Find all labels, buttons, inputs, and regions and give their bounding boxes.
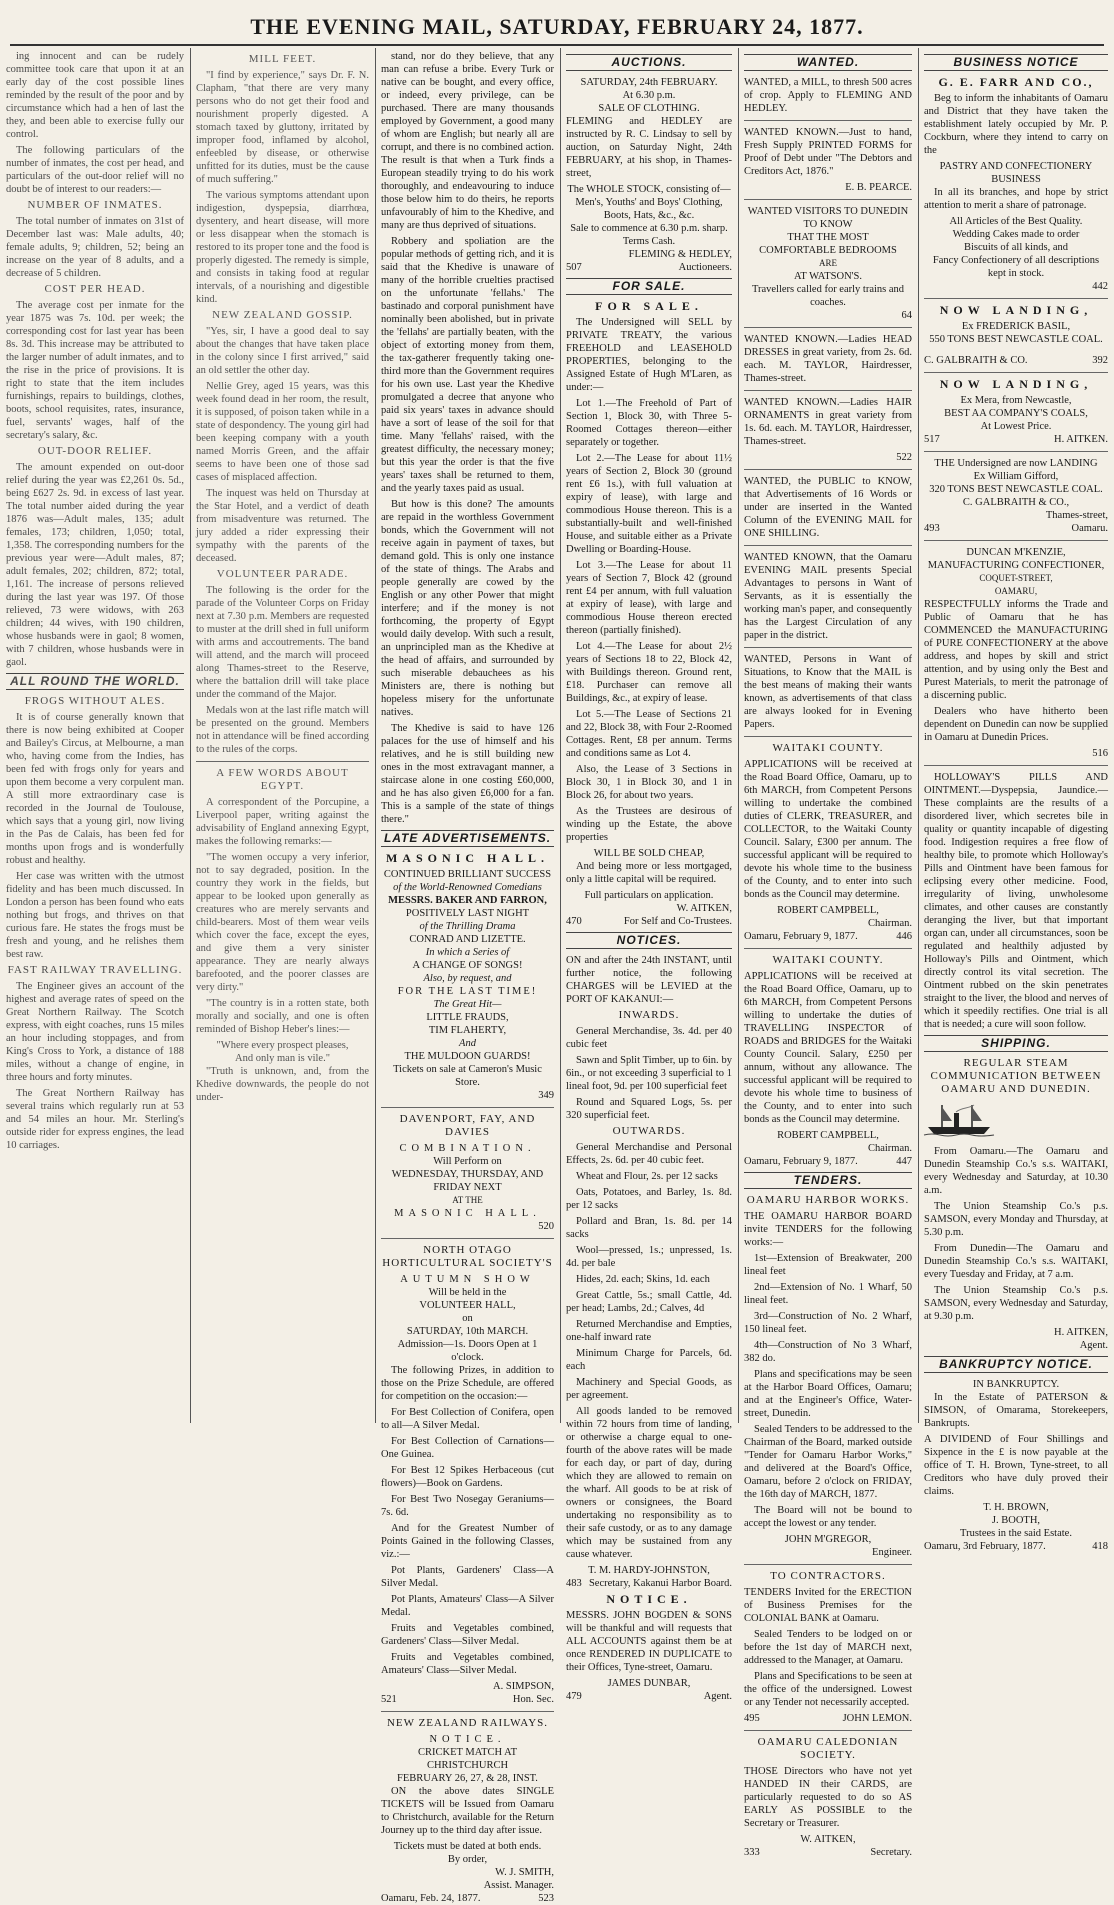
advert-line: OAMARU, <box>994 586 1038 596</box>
section-heading: FOR SALE. <box>566 278 732 295</box>
divider <box>744 647 912 648</box>
advert-line: Ex Mera, from Newcastle, <box>960 395 1072 406</box>
advert-line: AUTUMN SHOW <box>400 1274 535 1285</box>
article-text: It is of course generally known that there is now being exhibited at Cooper and Bailey's Circus, at Melbourne, a man who, having come from the Indies, has been fed with frogs only for years and upon them become a very corpulent man. A still more extraordinary case is recorded in the Journal de Toulouse, which says that a young girl, now living in the Pas de Calais, has been fed for months upon frogs and is wonderfully robust and healthy. <box>6 712 184 866</box>
article-text: ing innocent and can be rudely committee took care that upon it at an early day of the cost possible lines reminded by the result of the poor and by circumstance which had a hen of last the they, and been able to exercise fully our control. <box>6 51 184 140</box>
advert-number: 521 <box>381 1694 397 1705</box>
divider <box>924 451 1108 452</box>
advert-line: Sale to commence at 6.30 p.m. sharp. <box>570 223 728 234</box>
advert-line: Tickets on sale at Cameron's Music Store. <box>393 1064 542 1088</box>
advert-line: PASTRY AND CONFECTIONERY BUSINESS <box>939 161 1093 185</box>
advert-line: SALE OF CLOTHING. <box>598 103 700 114</box>
advert-line: Also, by request, and <box>423 973 512 984</box>
advert-line: A CHANGE OF SONGS! <box>412 960 523 971</box>
advert-line: TIM FLAHERTY, <box>428 1025 507 1036</box>
advert-line: VOLUNTEER HALL, <box>419 1300 516 1311</box>
advert-line: At 6.30 p.m. <box>622 90 676 101</box>
advert-number: 64 <box>901 310 912 321</box>
advert-line: Terms Cash. <box>622 236 676 247</box>
divider <box>924 540 1108 541</box>
subheading: INWARDS. <box>618 1009 680 1021</box>
advert-text: APPLICATIONS will be received at the Road Board Office, Oamaru, up to 6th MARCH, from Competent Persons willing to undertake the duties of TRAVELLING INSPECTOR of ROADS and BRIDGES for the Waitaki County Council. Salary, £250 per annum, without any allowance. The successful applicant will be required to devote his whole time to business of the County, and to enter into such bonds as the Council may determine. <box>744 971 912 1125</box>
article-text: The amount expended on out-door relief during the year was £2,261 0s. 5d., being £627 2s. 9d. in excess of last year. The total number aided during the year 1876 was—Adult males, 135; adult females, 173; children, 1,050; total, 1,358. The corresponding numbers for the previous year were—Adult males, 87; adult females, 202; children, 872; total, 1,161. The increase of persons relieved during the last year was 197. Of those relieved, 73 were widows, with 263 children; 44 wives, with 190 children, whose husbands were in gaol; 8 women, with 7 children, whose husbands were in gaol. <box>6 462 184 668</box>
advert-signature: J. BOOTH, <box>991 1515 1041 1526</box>
advert-line: The WHOLE STOCK, consisting of— <box>567 184 731 195</box>
advert-signature: C. GALBRAITH & CO. <box>924 355 1028 366</box>
advert-line: THE MULDOON GUARDS! <box>404 1051 531 1062</box>
subheading: A FEW WORDS ABOUT EGYPT. <box>216 767 349 792</box>
divider <box>924 372 1108 373</box>
advert-line: The Great Hit— <box>433 999 502 1010</box>
article-text: The various symptoms attendant upon indigestion, dyspepsia, diarrhœa, dysentery, and heart disease, will more or less disappear when the stomach is restored to its proper tone and the food is properly digested. The remedy is simple, and consists in taking food at regular intervals, of a nourishing and digestible kind. <box>196 190 369 305</box>
wanted-ad: WANTED, Persons in Want of Situations, to Know that the MAIL is the best means of making their wants known, as advertisements of that class are always looked for in Evening Papers. <box>744 654 912 730</box>
masthead-title: THE EVENING MAIL, SATURDAY, FEBRUARY 24, 1877. <box>250 14 864 39</box>
advert-line: Admission—1s. Doors Open at 1 o'clock. <box>397 1339 538 1363</box>
article-text: But how is this done? The amounts are repaid in the worthless Government bonds, which the Government will not receive again in payment of taxes, but demand gold. This is only one instance of the state of things. The Arabs and people generally are cowed by the English or any other Power that might interfere; and if the money is not forthcoming, the property of Egypt would daily develop. With such a result, an unprincipled man as the Khedive at the head of affairs, and surrounded by such miserable debauchees as his Ministers are, there is nothing but hopeless misery for the unfortunate natives. <box>381 499 554 718</box>
divider <box>924 765 1108 766</box>
advert-signature: JOHN LEMON. <box>842 1713 912 1724</box>
divider <box>744 120 912 121</box>
advert-line: All Articles of the Best Quality. <box>949 216 1083 227</box>
article-text: Her case was written with the utmost fidelity and has been much discussed. In London a person has been found who eats nothing but frogs, and thrives on that curious fare. He states the frogs must be fresh and young, and he relishes them best raw. <box>6 871 184 960</box>
advert-text: In all its branches, and hope by strict attention to merit a share of patronage. <box>924 187 1108 211</box>
advert-title: MASONIC HALL. <box>385 851 549 865</box>
article-text: "Truth is unknown, and, from the Khedive downwards, the people do not under- <box>196 1066 369 1103</box>
advert-signature: T. M. HARDY-JOHNSTON, <box>588 1565 710 1576</box>
advert-number: 516 <box>1092 748 1108 759</box>
advert-text: MESSRS. JOHN BOGDEN & SONS will be thankful and will requests that ALL ACCOUNTS against them be at once RENDERED IN DUPLICATE to their Offices, Tyne-street, Oamaru. <box>566 1610 732 1673</box>
advert-number: 349 <box>538 1090 554 1101</box>
advert-line: Fancy Confectionery of all descriptions kept in stock. <box>932 255 1100 279</box>
advert-line: WANTED VISITORS TO DUNEDIN TO KNOW <box>747 206 909 230</box>
advert-number: 392 <box>1092 355 1108 366</box>
advert-number: 507 <box>566 262 582 273</box>
advert-text: TENDERS Invited for the ERECTION of Business Premises for the COLONIAL BANK at Oamaru. <box>744 1587 912 1624</box>
advert-number: 479 <box>566 1691 582 1702</box>
advert-signature: JOHN M'GREGOR, <box>784 1534 872 1545</box>
subheading: NEW ZEALAND GOSSIP. <box>212 309 353 321</box>
advert-signature: For Self and Co-Trustees. <box>623 916 732 927</box>
advert-number: 517 <box>924 434 940 445</box>
subheading: TO CONTRACTORS. <box>770 1570 886 1582</box>
section-heading: WANTED. <box>744 54 912 71</box>
advert-text: Plans and specifications may be seen at the Harbor Board Offices, Oamaru; and at the Engineer's Office, Water-street, Dunedin. <box>744 1369 912 1419</box>
advert-signature: T. H. BROWN, <box>983 1502 1049 1513</box>
advert-signature: Trustees in the said Estate. <box>960 1528 1072 1539</box>
wanted-ad: WANTED KNOWN.—Ladies HEAD DRESSES in great variety, from 2s. 6d. each. M. TAYLOR, Hairdresser, Thames-street. <box>744 334 912 384</box>
advert-line: Tickets must be dated at both ends. <box>393 1841 542 1852</box>
advert-text: General Merchandise and Personal Effects, 2s. 6d. per 40 cubic feet. <box>566 1142 732 1166</box>
article-text: The inquest was held on Thursday at the Star Hotel, and a verdict of death from misadventure was returned. The jury added a rider expressing their sympathy with the parents of the deceased. <box>196 488 369 564</box>
advert-line: MASONIC HALL. <box>394 1208 541 1219</box>
advert-line: CRICKET MATCH AT CHRISTCHURCH <box>418 1747 517 1771</box>
advert-text: For Best Collection of Carnations—One Guinea. <box>381 1436 554 1460</box>
advert-number: 470 <box>566 916 582 927</box>
advert-number: 523 <box>538 1893 554 1904</box>
advert-text: RESPECTFULLY informs the Trade and Public of Oamaru that he has COMMENCED the MANUFACTURING of PURE CONFECTIONERY at the above address, and hopes by skill and strict attention, and by using only the Best and Purest Materials, to merit the patronage of a discerning public. <box>924 599 1108 701</box>
advert-text: The following Prizes, in addition to those on the Prize Schedule, are offered for competition on the occasion:— <box>381 1365 554 1402</box>
advert-signature: W. AITKEN, <box>676 903 732 914</box>
article-text: The Engineer gives an account of the highest and average rates of speed on the Great Northern Railway. The Scotch express, with eight coaches, runs 15 miles an hour including stoppages, and from King's Cross to York, a distance of 188 miles, without a change of engine, in three hours and forty minutes. <box>6 981 184 1083</box>
advert-text: FLEMING and HEDLEY are instructed by R. C. Lindsay to sell by auction, on Saturday Night, 24th FEBRUARY, at his shop, in Thames-street, <box>566 116 732 179</box>
advert-signature: H. AITKEN. <box>1054 434 1108 445</box>
advert-text: Lot 4.—The Lease for about 2½ years of Sections 18 to 22, Block 42, with Buildings thereon. Ground rent, £18. Purchaser can remove all Buildings, &c., at expiry of lease. <box>566 641 732 704</box>
advert-line: 550 TONS BEST NEWCASTLE COAL. <box>929 334 1103 345</box>
advert-text: And being more or less mortgaged, only a little capital will be required. <box>566 861 732 885</box>
advert-line: FRIDAY NEXT <box>433 1182 502 1193</box>
article-text: The Khedive is said to have 126 palaces for the use of himself and his relatives, and he is still building new ones in the most extravagant manner, a staircase alone in one costing £60,000, and he has also given £6,000 for a fan. This is a sample of the state of things there." <box>381 723 554 825</box>
advert-text: 3rd—Construction of No. 2 Wharf, 150 lineal feet. <box>744 1311 912 1335</box>
advert-date: Oamaru, February 9, 1877. <box>744 931 858 942</box>
advert-date: Oamaru, 3rd February, 1877. <box>924 1541 1046 1552</box>
wanted-ad: WANTED, a MILL, to thresh 500 acres of crop. Apply to FLEMING AND HEDLEY. <box>744 77 912 114</box>
divider <box>744 1730 912 1731</box>
advert-signature: E. B. PEARCE. <box>845 182 912 193</box>
subheading: NUMBER OF INMATES. <box>27 199 163 211</box>
advert-text: The Board will not be bound to accept the lowest or any tender. <box>744 1505 912 1529</box>
subheading: OUT-DOOR RELIEF. <box>37 445 153 457</box>
advert-line: WEDNESDAY, THURSDAY, AND <box>391 1169 544 1180</box>
advert-text: Dealers who have hitherto been dependent on Dunedin can now be supplied in Oamaru at Dunedin Prices. <box>924 706 1108 743</box>
advert-line: C. GALBRAITH & CO., <box>962 497 1070 508</box>
article-text: "The women occupy a very inferior, not to say degraded, position. In the country they work in the fields, but appear to be looked upon generally as creatures who are merely servants and child-bearers. Most of them wear veils which cover the face, except the eyes, and give them a very sinister appearance. They are nearly always barefooted, and the poorer classes are very dirty." <box>196 852 369 993</box>
quote-line: "Where every prospect pleases, <box>216 1040 349 1051</box>
advert-line: WILL BE SOLD CHEAP, <box>593 848 705 859</box>
advert-signature: JAMES DUNBAR, <box>607 1678 691 1689</box>
advert-text: Great Cattle, 5s.; small Cattle, 4d. per head; Lambs, 2d.; Calves, 4d <box>566 1290 732 1314</box>
divider <box>744 469 912 470</box>
subheading: WAITAKI COUNTY. <box>772 742 884 754</box>
advert-text: THOSE Directors who have not yet HANDED IN their CARDS, are particularly requested to do so AS EARLY AS POSSIBLE to the Secretary or Treasurer. <box>744 1766 912 1829</box>
advert-signature: Secretary, Kakanui Harbor Board. <box>588 1578 732 1589</box>
advert-line: Oamaru. <box>1071 523 1108 534</box>
advert-text: For Best Two Nosegay Geraniums—7s. 6d. <box>381 1494 554 1518</box>
advert-title: G. E. FARR AND CO., <box>938 75 1094 89</box>
wanted-ad: WANTED KNOWN, that the Oamaru EVENING MAIL presents Special Advantages to persons in Want of Servants, as it is essentially the working man's paper, and consequently has the Largest Circulation of any paper in the district. <box>744 552 912 641</box>
advert-title: FOR SALE. <box>595 299 703 313</box>
advert-line: MANUFACTURING CONFECTIONER, <box>927 560 1105 571</box>
advert-text: APPLICATIONS will be received at the Road Board Office, Oamaru, up to 6th MARCH, from Competent Persons willing to undertake the combined duties of CLERK, TREASURER, and COLLECTOR, to the Waitaki County Council. Salary, £300 per annum. The successful applicant will be required to devote his whole time to the business of the County, and to enter into such bonds as the Council may determine. <box>744 759 912 900</box>
advert-text: Fruits and Vegetables combined, Gardeners' Class—Silver Medal. <box>381 1623 554 1647</box>
wanted-ad: WANTED KNOWN.—Just to hand, Fresh Supply PRINTED FORMS for Proof of Debt under "The Debtors and Creditors Act, 1876." <box>744 127 912 177</box>
advert-title: THE Undersigned are now LANDING <box>934 458 1098 469</box>
article-text: The total number of inmates on 31st of December last was: Male adults, 40; female adults, 9; children, 52; being an increase on the year of 8 adults, and a decrease of 5 children. <box>6 216 184 279</box>
advert-line: CONRAD AND LIZETTE. <box>409 934 526 945</box>
advert-number: 447 <box>896 1156 912 1167</box>
quote-line: And only man is vile." <box>235 1053 330 1064</box>
advert-date: Oamaru, Feb. 24, 1877. <box>381 1893 481 1904</box>
subheading: REGULAR STEAM COMMUNICATION BETWEEN OAMARU AND DUNEDIN. <box>930 1057 1102 1095</box>
steamship-illustration <box>924 1103 994 1137</box>
advert-line: COQUET-STREET, <box>979 573 1053 583</box>
advert-line: And <box>459 1038 476 1049</box>
article-text: stand, nor do they believe, that any man can refuse a bribe. Every Turk or native can be bought, and every office, or indeed, every privilege, can be purchased. There are many thousands employed by Government, a good many of whom are English; but nearly all are corrupt, and there is no combined action. The result is that when a Turk finds a European steadily trying to do his work thoroughly, and endeavouring to induce those below him to do theirs, he reports unfavourably of him to the Khedive, and many are thus deprived of situations. <box>381 51 554 231</box>
advert-title: NEW ZEALAND RAILWAYS. <box>386 1717 549 1729</box>
advert-title: DAVENPORT, FAY, AND DAVIES <box>399 1113 536 1138</box>
divider <box>924 298 1108 299</box>
section-heading: TENDERS. <box>744 1172 912 1189</box>
column-1 <box>0 50 190 1420</box>
advert-text: Lot 2.—The Lease for about 11½ years of Section 2, Block 30 (ground rent £6 1s.), with full valuation at expiry of lease), with large and commodious House thereon. This is a substantially-built and well-finished House, and suitable either as a Private Dwelling or Boarding-House. <box>566 453 732 555</box>
advert-number: 418 <box>1092 1541 1108 1552</box>
advert-line: Will Perform on <box>433 1156 502 1167</box>
advert-text: Lot 3.—The Lease for about 11 years of Section 7, Block 42 (ground rent £4 per annum, with full valuation at expiry of lease), with large and commodious House thereon erected thereon (partially finished). <box>566 560 732 636</box>
advert-line: Thames-street, <box>1045 510 1108 521</box>
column-2 <box>190 50 375 1420</box>
advert-horticultural <box>381 1244 554 1706</box>
divider <box>381 1107 554 1108</box>
advert-text: Sealed Tenders to be lodged on or before the 1st day of MARCH next, addressed to the Manager, at Oamaru. <box>744 1629 912 1666</box>
advert-signature: Assist. Manager. <box>483 1880 554 1891</box>
advert-line: AT THE <box>452 1195 483 1205</box>
advert-line: CONTINUED BRILLIANT SUCCESS <box>383 869 552 880</box>
advert-line: SATURDAY, 24th FEBRUARY. <box>580 77 718 88</box>
advert-text: Returned Merchandise and Empties, one-half inward rate <box>566 1319 732 1343</box>
subheading: VOLUNTEER PARADE. <box>216 568 349 580</box>
article-text: A correspondent of the Porcupine, a Liverpool paper, writing against the advisability of England annexing Egypt, makes the following remarks:— <box>196 797 369 847</box>
advert-line: Travellers called for early trains and coaches. <box>751 284 905 308</box>
advert-title: NORTH OTAGO HORTICULTURAL SOCIETY'S <box>382 1244 553 1269</box>
advert-line: FEBRUARY 26, 27, & 28, INST. <box>397 1773 538 1784</box>
advert-text: 4th—Construction of No 3 Wharf, 382 do. <box>744 1340 912 1364</box>
advert-line: ARE <box>819 258 837 268</box>
advert-signature: Agent. <box>1079 1340 1108 1351</box>
advert-number: 446 <box>896 931 912 942</box>
article-text: Robbery and spoliation are the popular methods of getting rich, and it is said that the Khedive is unaware of many of the horrible cruelties practised on the unfortunate 'fellahs.' The bastinado and corporal punishment have nominally been abolished, but in private the 'fellahs' are partially beaten, with the object of extorting money from them, the tax-gatherer frequently taking one-third more than the Government requires for his own use. Last year the Khedive promulgated a decree that anyone who paid six years' taxes in advance should have a sort of lease of the soil for that time. Many 'fellahs' raised, with the greatest difficulty, the necessary money; but this year the order is that the five years' taxes shall be returned to them, and the yearly taxes paid as usual. <box>381 236 554 494</box>
advert-text: Wool—pressed, 1s.; unpressed, 1s. 4d. per bale <box>566 1245 732 1269</box>
advert-text: Round and Squared Logs, 5s. per 320 superficial feet. <box>566 1097 732 1121</box>
advert-line: Men's, Youths' and Boys' Clothing, Boots, Hats, &c., &c. <box>575 197 723 221</box>
advert-text: Lot 1.—The Freehold of Part of Section 1, Block 30, with Three 5-Roomed Cottages thereon—either separately or together. <box>566 398 732 448</box>
advert-signature: Chairman. <box>867 918 912 929</box>
advert-number: 483 <box>566 1578 582 1589</box>
advert-text: A DIVIDEND of Four Shillings and Sixpence in the £ is now payable at the office of T. H. Brown, Tyne-street, to all Creditors who have duly proved their claims. <box>924 1434 1108 1497</box>
advert-signature: Engineer. <box>872 1547 912 1558</box>
wanted-ad: WANTED KNOWN.—Ladies HAIR ORNAMENTS in great variety from 1s. 6d. each. M. TAYLOR, Hairdresser, Thames-street. <box>744 397 912 447</box>
advert-text: ON and after the 24th INSTANT, until further notice, the following CHARGES will be LEVIED at the PORT OF KAKANUI:— <box>566 955 732 1005</box>
column-3 <box>375 50 560 1904</box>
advert-line: AT WATSON'S. <box>793 271 863 282</box>
article-text: Nellie Grey, aged 15 years, was this week found dead in her room, the result, it is supposed, of poison taken while in a state of despondency. The young girl had been keeping company with a youth named Morris Green, and the affair seems to have been one of those sad cases of misplaced affection. <box>196 381 369 483</box>
advert-text: THE OAMARU HARBOR BOARD invite TENDERS for the following works:— <box>744 1211 912 1248</box>
advert-line: Ex FREDERICK BASIL, <box>961 321 1071 332</box>
advert-masonic-hall <box>381 852 554 1102</box>
divider <box>744 948 912 949</box>
advert-text: Lot 5.—The Lease of Sections 21 and 22, Block 38, with Four 2-Roomed Cottages. Rent, £8 per annum. Terms and conditions same as Lot 4. <box>566 709 732 759</box>
advert-date: Oamaru, February 9, 1877. <box>744 1156 858 1167</box>
advert-text: Minimum Charge for Parcels, 6d. each <box>566 1348 732 1372</box>
advert-line: MESSRS. BAKER AND FARRON, <box>388 895 547 906</box>
advert-title: NOW LANDING, <box>939 303 1093 317</box>
advert-line: Full particulars on application. <box>584 890 714 901</box>
advert-text: 1st—Extension of Breakwater, 200 lineal feet <box>744 1253 912 1277</box>
advert-line: of the World-Renowned Comedians <box>393 882 542 893</box>
advert-signature: W. J. SMITH, <box>495 1867 554 1878</box>
advert-text: For Best 12 Spikes Herbaceous (cut flowers)—Book on Gardens. <box>381 1465 554 1489</box>
advert-title: DUNCAN M'KENZIE, <box>966 547 1066 558</box>
article-text: "I find by experience," says Dr. F. N. Clapham, "that there are very many persons who do not get their food and nourishment properly digested. A stomach taxed by gluttony, irritated by improper food, inflamed by alcohol, enfeebled by disease, or otherwise unfitted for its duties, must be the cause of much suffering." <box>196 70 369 185</box>
divider <box>744 390 912 391</box>
divider <box>744 327 912 328</box>
subheading: MILL FEET. <box>248 53 317 65</box>
advert-text: From Oamaru.—The Oamaru and Dunedin Steamship Co.'s s.s. WAITAKI, every Wednesday and Saturday, at 10.30 a.m. <box>924 1146 1108 1196</box>
article-text: "The country is in a rotten state, both morally and socially, and one is often reminded of Bishop Heber's lines:— <box>196 998 369 1035</box>
advert-text: The Undersigned will SELL by PRIVATE TREATY, the various FREEHOLD and LEASEHOLD PROPERTIES, belonging to the Assigned Estate of Hugh M'Laren, as under:— <box>566 317 732 393</box>
article-text: The following is the order for the parade of the Volunteer Corps on Friday next at 7.30 p.m. Members are requested to muster at the drill shed in full uniform with arms and accoutrements. The band will attend, and the march will proceed along Thames-street to the Reserve, where the battalion drill will take place under the command of the Major. <box>196 585 369 700</box>
advert-text: The Union Steamship Co.'s p.s. SAMSON, every Monday and Thursday, at 5.30 p.m. <box>924 1201 1108 1238</box>
advert-text: Pollard and Bran, 1s. 8d. per 14 sacks <box>566 1216 732 1240</box>
advert-line: FOR THE LAST TIME! <box>397 986 538 997</box>
subheading: FAST RAILWAY TRAVELLING. <box>7 964 183 976</box>
article-text: The Great Northern Railway has several trains which regularly run at 53 and 54 miles an hour. Mr. Sterling's outside rider for express engines, the lead 10 carriages. <box>6 1088 184 1151</box>
advert-number: 333 <box>744 1847 760 1858</box>
advert-signature: Auctioneers. <box>678 262 732 273</box>
advert-text: The Union Steamship Co.'s p.s. SAMSON, every Wednesday and Saturday, at 9.30 p.m. <box>924 1285 1108 1322</box>
advert-text: 2nd—Extension of No. 1 Wharf, 50 lineal feet. <box>744 1282 912 1306</box>
column-5 <box>738 50 918 1858</box>
advert-line: At Lowest Price. <box>980 421 1052 432</box>
subheading: WAITAKI COUNTY. <box>772 954 884 966</box>
advert-line: on <box>462 1313 473 1324</box>
advert-signature: Chairman. <box>867 1143 912 1154</box>
advert-text: Beg to inform the inhabitants of Oamaru and District that they have taken the establishment lately occupied by Mr. P. Cockburn, where they intend to carry on the <box>924 93 1108 156</box>
article-text: The following particulars of the number of inmates, the cost per head, and particulars of the out-door relief will no doubt be of interest to our readers:— <box>6 145 184 195</box>
advert-line: COMFORTABLE BEDROOMS <box>759 245 897 256</box>
advert-line: NOTICE. <box>429 1734 506 1745</box>
advert-text: Sawn and Split Timber, up to 6in. by 6in., or not exceeding 3 superficial to 1 lineal foot, 9d. per 100 superficial feet <box>566 1055 732 1092</box>
subheading: FROGS WITHOUT ALES. <box>24 695 166 707</box>
advert-line: POSITIVELY LAST NIGHT <box>405 908 530 919</box>
advert-number: 495 <box>744 1713 760 1724</box>
advert-line: of the Thrilling Drama <box>419 921 516 932</box>
advert-signature: Hon. Sec. <box>512 1694 554 1705</box>
advert-text: In the Estate of PATERSON & SIMSON, of Omarama, Storekeepers, Bankrupts. <box>924 1392 1108 1429</box>
advert-signature: Secretary. <box>870 1847 912 1858</box>
advert-line: Ex William Gifford, <box>973 471 1059 482</box>
advert-title: NOTICE. <box>606 1592 692 1606</box>
advert-text: All goods landed to be removed within 72 hours from time of landing, or otherwise a charge equal to one-fourth of the above rates will be made for each day, or part of day, during which they are allowed to remain on the wharf. All goods to be at risk of owners or consignees, the Board undertaking no responsibility as to their safe custody, or as to any damage which may be sustained from any cause whatever. <box>566 1406 732 1560</box>
advert-text: Hides, 2d. each; Skins, 1d. each <box>576 1274 710 1285</box>
advert-signature: H. AITKEN, <box>1054 1327 1108 1338</box>
advert-line: LITTLE FRAUDS, <box>426 1012 509 1023</box>
advert-text: Pot Plants, Gardeners' Class—A Silver Medal. <box>381 1565 554 1589</box>
section-heading: BANKRUPTCY NOTICE. <box>924 1356 1108 1373</box>
section-heading: NOTICES. <box>566 932 732 949</box>
advert-line: Biscuits of all kinds, and <box>963 242 1069 253</box>
advert-number: 442 <box>1092 281 1108 292</box>
advert-text: From Dunedin—The Oamaru and Dunedin Steamship Co.'s s.s. WAITAKI, every Tuesday and Friday, at 7 a.m. <box>924 1243 1108 1280</box>
divider <box>196 761 369 762</box>
advert-line: COMBINATION. <box>399 1143 536 1154</box>
advert-text: As the Trustees are desirous of winding up the Estate, the above properties <box>566 806 732 843</box>
section-heading: SHIPPING. <box>924 1035 1108 1052</box>
divider <box>381 1711 554 1712</box>
advert-signature: A. SIMPSON, <box>493 1681 554 1692</box>
advert-text: Machinery and Special Goods, as per agreement. <box>566 1377 732 1401</box>
advert-text: And for the Greatest Number of Points Gained in the following Classes, viz.:— <box>381 1523 554 1560</box>
advert-signature: W. AITKEN, <box>800 1834 856 1845</box>
section-heading: AUCTIONS. <box>566 54 732 71</box>
subheading: OUTWARDS. <box>612 1125 686 1137</box>
masthead-rule <box>10 44 1104 46</box>
advert-number: 493 <box>924 523 940 534</box>
advert-line: IN BANKRUPTCY. <box>972 1379 1060 1390</box>
advert-line: In which a Series of <box>425 947 510 958</box>
advert-davenport <box>381 1113 554 1233</box>
article-text: Medals won at the last rifle match will be presented on the ground. Members not in attendance will be fined according to the rules of the corps. <box>196 705 369 755</box>
subheading: OAMARU HARBOR WORKS. <box>746 1194 910 1206</box>
advert-text: Oats, Potatoes, and Barley, 1s. 8d. per 12 sacks <box>566 1187 732 1211</box>
divider <box>744 736 912 737</box>
advert-line: 320 TONS BEST NEWCASTLE COAL. <box>929 484 1103 495</box>
advert-signature: FLEMING & HEDLEY, <box>628 249 732 260</box>
divider <box>744 199 912 200</box>
section-heading: LATE ADVERTISEMENTS. <box>381 830 554 847</box>
section-heading: ALL ROUND THE WORLD. <box>6 673 184 690</box>
subheading: OAMARU CALEDONIAN SOCIETY. <box>757 1736 899 1761</box>
masthead <box>0 6 1114 44</box>
advert-text: HOLLOWAY'S PILLS AND OINTMENT.—Dyspepsia, Jaundice.—These complaints are the results of a disordered liver, which secretes bile in quality or quantity incapable of digesting food. Indigestion requires a free flow of healthy bile, to promote which Holloway's Pills and Ointment have been famous for eclipsing every other medicine. Food, irregularity of living, unwholesome climates, and other causes are constantly deranging the liver, but that important organ can, under all circumstances, soon be regulated and healthily adjusted by Holloway's Pills and Ointment, which directly control its vital secretion. The Ointment rubbed on the skin penetrates straight to the liver, the blood and nerves of which it speedily rectifies. One trial is all that is needed; a cure will soon follow. <box>924 772 1108 1030</box>
divider <box>744 1564 912 1565</box>
wanted-ad: WANTED, the PUBLIC to KNOW, that Advertisements of 16 Words or under are inserted in the Wanted Column of the EVENING MAIL for ONE SHILLING. <box>744 476 912 539</box>
advert-signature: Agent. <box>703 1691 732 1702</box>
divider <box>744 545 912 546</box>
advert-text: Fruits and Vegetables combined, Amateurs' Class—Silver Medal. <box>381 1652 554 1676</box>
advert-number: 520 <box>538 1221 554 1232</box>
advert-signature: ROBERT CAMPBELL, <box>777 905 879 916</box>
article-text: The average cost per inmate for the year 1875 was 7s. 10d. per week; the corresponding cost for last year has been 8s. 3d. This increase may be attributed to the larger number of adult inmates, and to the rise in the price of provisions. It is right to state that the item includes furnishings, repairs to buildings, clothes, boots, school requisites, rates, insurance, fuel, servants' wages, half of the secretary's salary, &c. <box>6 300 184 441</box>
column-6 <box>918 50 1114 1552</box>
advert-text: Also, the Lease of 3 Sections in Block 30, 1 in Block 30, and 1 in Block 26, for about two years. <box>566 764 732 801</box>
advert-line: Wedding Cakes made to order <box>952 229 1080 240</box>
advert-line: Will be held in the <box>428 1287 507 1298</box>
advert-line: By order, <box>447 1854 488 1865</box>
advert-railways <box>381 1717 554 1905</box>
advert-text: ON the above dates SINGLE TICKETS will be Issued from Oamaru to Christchurch, available for the Return Journey up to the third day after issue. <box>381 1786 554 1836</box>
advert-line: SATURDAY, 10th MARCH. <box>406 1326 529 1337</box>
advert-text: Sealed Tenders to be addressed to the Chairman of the Board, marked outside "Tender for Oamaru Harbor Works," and delivered at the Board's Office, Oamaru, before 2 o'clock on FRIDAY, the 16th day of MARCH, 1877. <box>744 1424 912 1500</box>
advert-text: Plans and Specifications to be seen at the office of the undersigned. Lowest or any Tender not necessarily accepted. <box>744 1671 912 1708</box>
subheading: COST PER HEAD. <box>44 283 146 295</box>
advert-title: NOW LANDING, <box>939 377 1093 391</box>
advert-line: BEST AA COMPANY'S COALS, <box>944 408 1088 419</box>
divider <box>381 1238 554 1239</box>
article-text: "Yes, sir, I have a good deal to say about the changes that have taken place in the colony since I first arrived," said an old settler the other day. <box>196 326 369 376</box>
advert-text: Wheat and Flour, 2s. per 12 sacks <box>576 1171 718 1182</box>
advert-text: General Merchandise, 3s. 4d. per 40 cubic feet <box>566 1026 732 1050</box>
advert-text: Pot Plants, Amateurs' Class—A Silver Medal. <box>381 1594 554 1618</box>
advert-number: 522 <box>896 452 912 463</box>
advert-text: For Best Collection of Conifera, open to all—A Silver Medal. <box>381 1407 554 1431</box>
advert-signature: ROBERT CAMPBELL, <box>777 1130 879 1141</box>
column-4 <box>560 50 738 1702</box>
advert-line: THAT THE MOST <box>787 232 869 243</box>
section-heading: BUSINESS NOTICE <box>924 54 1108 71</box>
